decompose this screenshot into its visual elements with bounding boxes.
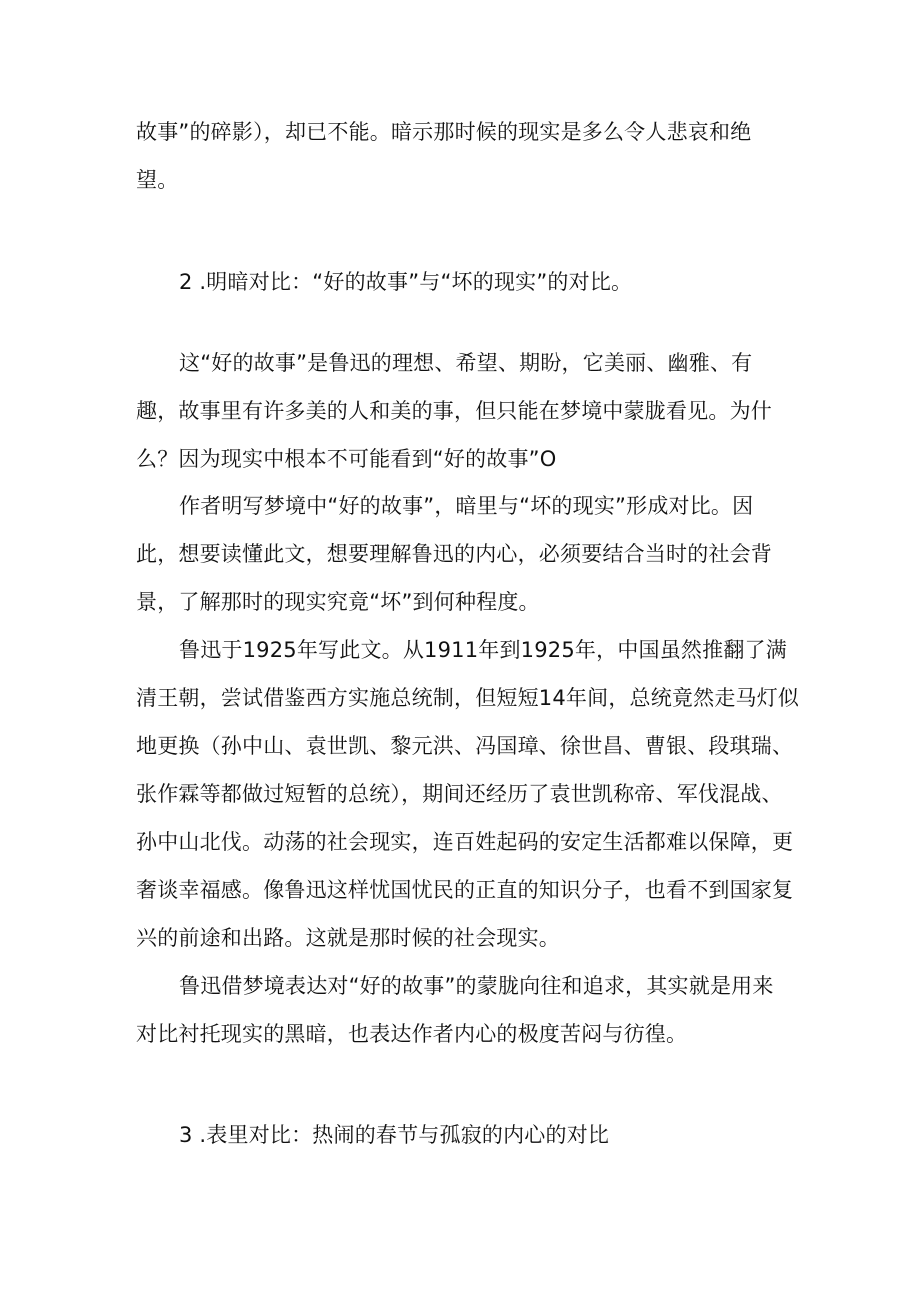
text-line: 清王朝，尝试借鉴西方实施总统制，但短短14年间，总统竟然走马灯似 (136, 686, 800, 710)
paragraph-start: 鲁迅借梦境表达对“好的故事”的蒙胧向往和追求，其实就是用来 (179, 974, 774, 998)
text-line: 么？因为现实中根本不可能看到“好的故事”O (136, 447, 557, 471)
text-line: 孙中山北伐。动荡的社会现实，连百姓起码的安定生活都难以保障，更 (136, 830, 794, 854)
text-line: 张作霖等都做过短暂的总统），期间还经历了袁世凯称帝、军伐混战、 (136, 782, 783, 806)
section-heading: 3 .表里对比：热闹的春节与孤寂的内心的对比 (179, 1123, 610, 1147)
section-heading: 2 .明暗对比：“好的故事”与“坏的现实”的对比。 (179, 270, 633, 294)
text-line: 对比衬托现实的黑暗，也表达作者内心的极度苦闷与彷徨。 (136, 1022, 688, 1046)
paragraph-start: 这“好的故事”是鲁迅的理想、希望、期盼，它美丽、幽雅、有 (179, 351, 753, 375)
text-line: 奢谈幸福感。像鲁迅这样忧国忧民的正直的知识分子，也看不到国家复 (136, 878, 794, 902)
paragraph-start: 作者明写梦境中“好的故事”，暗里与“坏的现实”形成对比。因 (179, 494, 754, 518)
paragraph-start: 鲁迅于1925年写此文。从1911年到1925年，中国虽然推翻了满 (179, 638, 787, 662)
text-line: 此，想要读懂此文，想要理解鲁迅的内心，必须要结合当时的社会背 (136, 542, 772, 566)
text-line: 地更换（孙中山、袁世凯、黎元洪、冯国璋、徐世昌、曹银、段琪瑞、 (136, 734, 794, 758)
text-line: 兴的前途和出路。这就是那时候的社会现实。 (136, 926, 560, 950)
text-line: 趣，故事里有许多美的人和美的事，但只能在梦境中蒙胧看见。为什 (136, 399, 772, 423)
text-line: 景，了解那时的现实究竟“坏”到何种程度。 (136, 590, 540, 614)
text-line: 故事”的碎影），却已不能。暗示那时候的现实是多么令人悲哀和绝 (136, 120, 752, 144)
text-line: 望。 (136, 168, 179, 192)
